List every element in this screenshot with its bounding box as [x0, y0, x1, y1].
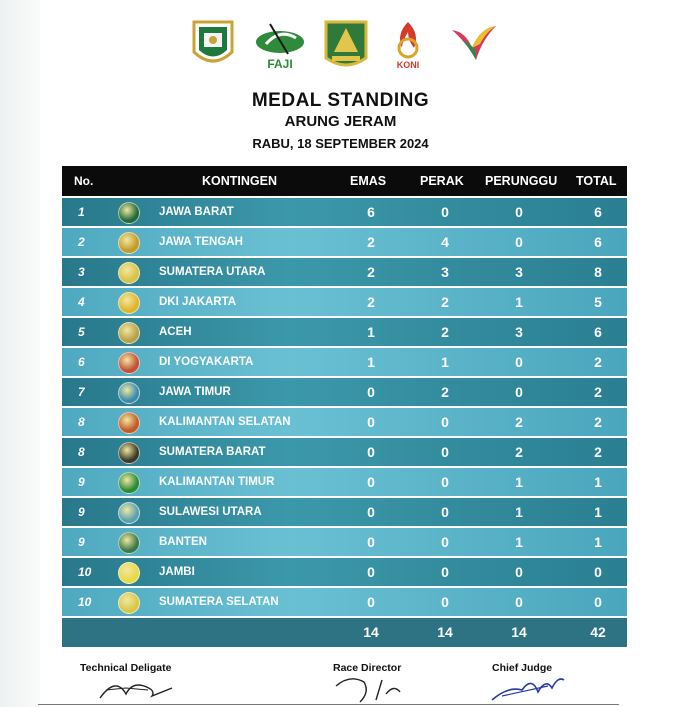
rank-cell: 3 — [78, 265, 85, 279]
kontingen-name: SUMATERA BARAT — [159, 446, 266, 458]
perunggu-count: 1 — [515, 474, 523, 490]
perak-count: 3 — [441, 264, 449, 280]
rank-cell: 8 — [78, 445, 85, 459]
col-header-no: No. — [74, 174, 94, 188]
kontingen-name: KALIMANTAN SELATAN — [159, 416, 291, 428]
province-emblem-icon — [118, 562, 140, 584]
kontingen-name: SUMATERA UTARA — [159, 266, 266, 278]
province-emblem-icon — [118, 202, 140, 224]
emas-count: 0 — [367, 444, 375, 460]
bottom-divider — [38, 704, 619, 705]
perak-count: 2 — [441, 384, 449, 400]
total-count: 0 — [594, 564, 602, 580]
koni-label: KONI — [396, 60, 420, 70]
perak-count: 0 — [441, 594, 449, 610]
emas-count: 2 — [367, 264, 375, 280]
perak-count: 0 — [441, 474, 449, 490]
total-count: 1 — [594, 504, 602, 520]
perunggu-count: 3 — [515, 324, 523, 340]
table-row — [62, 318, 627, 346]
kontingen-name: JAWA TIMUR — [159, 386, 231, 398]
kontingen-name: BANTEN — [159, 536, 207, 548]
chief-judge-label: Chief Judge — [492, 662, 553, 674]
event-date: RABU, 18 SEPTEMBER 2024 — [252, 136, 429, 151]
table-row — [62, 468, 627, 496]
technical-delegate-label: Technical Deligate — [80, 662, 172, 674]
kontingen-name: DI YOGYAKARTA — [159, 356, 254, 368]
rank-cell: 10 — [78, 595, 92, 609]
perak-count: 1 — [441, 354, 449, 370]
aceh-province-emblem-icon — [190, 18, 236, 70]
total-count: 2 — [594, 354, 602, 370]
race-director-signature — [330, 672, 410, 704]
kontingen-name: SUMATERA SELATAN — [159, 596, 279, 608]
race-director-label: Race Director — [333, 662, 402, 674]
perak-count: 0 — [441, 414, 449, 430]
rank-cell: 9 — [78, 505, 85, 519]
rank-cell: 9 — [78, 475, 85, 489]
total-count: 1 — [594, 474, 602, 490]
emas-count: 1 — [367, 354, 375, 370]
chief-judge-signature — [488, 672, 568, 704]
perunggu-count: 0 — [515, 234, 523, 250]
province-emblem-icon — [118, 592, 140, 614]
perunggu-count: 0 — [515, 564, 523, 580]
emas-count: 2 — [367, 234, 375, 250]
total-count: 2 — [594, 444, 602, 460]
province-emblem-icon — [118, 232, 140, 254]
total-count: 5 — [594, 294, 602, 310]
province-emblem-icon — [118, 412, 140, 434]
table-row — [62, 198, 627, 226]
perak-count: 0 — [441, 534, 449, 550]
emas-count: 0 — [367, 504, 375, 520]
perak-count: 0 — [441, 564, 449, 580]
page-title: MEDAL STANDING — [251, 90, 430, 111]
faji-label: FAJI — [267, 57, 293, 70]
emas-count: 0 — [367, 534, 375, 550]
rank-cell: 6 — [78, 355, 85, 369]
table-row — [62, 498, 627, 526]
perak-count: 2 — [441, 324, 449, 340]
total-count: 6 — [594, 234, 602, 250]
emas-count: 0 — [367, 474, 375, 490]
emas-count: 2 — [367, 294, 375, 310]
kontingen-name: ACEH — [159, 326, 192, 338]
table-header — [62, 166, 627, 196]
emas-count: 6 — [367, 204, 375, 220]
col-header-perak: PERAK — [420, 174, 464, 188]
col-header-total: TOTAL — [576, 174, 617, 188]
total-count: 1 — [594, 534, 602, 550]
rank-cell: 10 — [78, 565, 92, 579]
kontingen-name: SULAWESI UTARA — [159, 506, 262, 518]
total-count: 2 — [594, 384, 602, 400]
province-emblem-icon — [118, 442, 140, 464]
perunggu-count: 1 — [515, 534, 523, 550]
province-emblem-icon — [118, 352, 140, 374]
perunggu-count: 2 — [515, 414, 523, 430]
rank-cell: 9 — [78, 535, 85, 549]
perak-count: 4 — [441, 234, 449, 250]
perunggu-count: 3 — [515, 264, 523, 280]
emas-count: 0 — [367, 594, 375, 610]
total-count: 8 — [594, 264, 602, 280]
perunggu-count: 0 — [515, 204, 523, 220]
province-emblem-icon — [118, 472, 140, 494]
col-header-perunggu: PERUNGGU — [485, 174, 558, 188]
rank-cell: 7 — [78, 385, 85, 399]
total-count: 0 — [594, 594, 602, 610]
rank-cell: 4 — [78, 295, 85, 309]
perunggu-count: 1 — [515, 504, 523, 520]
perunggu-count: 0 — [515, 594, 523, 610]
table-row — [62, 588, 627, 616]
technical-delegate-signature — [96, 672, 176, 704]
kontingen-name: JAWA BARAT — [159, 206, 234, 218]
table-row — [62, 288, 627, 316]
perak-count: 0 — [441, 204, 449, 220]
totals-row — [62, 618, 627, 647]
total-perunggu: 14 — [511, 624, 527, 640]
sponsor-logos — [0, 18, 681, 72]
table-row — [62, 558, 627, 586]
event-subtitle: ARUNG JERAM — [284, 113, 397, 130]
kontingen-name: KALIMANTAN TIMUR — [159, 476, 275, 488]
col-header-kontingen: KONTINGEN — [202, 174, 277, 188]
province-emblem-icon — [118, 382, 140, 404]
koni-logo-icon — [388, 18, 428, 70]
total-count: 2 — [594, 414, 602, 430]
total-count: 6 — [594, 324, 602, 340]
rank-cell: 5 — [78, 325, 85, 339]
table-row — [62, 228, 627, 256]
total-count: 6 — [594, 204, 602, 220]
rank-cell: 2 — [78, 235, 85, 249]
kontingen-name: JAMBI — [159, 566, 195, 578]
province-emblem-icon — [118, 262, 140, 284]
total-emas: 14 — [363, 624, 379, 640]
total-perak: 14 — [437, 624, 453, 640]
table-row — [62, 258, 627, 286]
perak-count: 0 — [441, 504, 449, 520]
table-row — [62, 438, 627, 466]
table-row — [62, 528, 627, 556]
emas-count: 0 — [367, 564, 375, 580]
emas-count: 0 — [367, 414, 375, 430]
faji-logo-icon — [252, 18, 308, 70]
pon-bird-logo-icon — [446, 18, 500, 70]
perunggu-count: 1 — [515, 294, 523, 310]
perunggu-count: 2 — [515, 444, 523, 460]
kontingen-name: JAWA TENGAH — [159, 236, 243, 248]
province-emblem-icon — [118, 322, 140, 344]
kontingen-name: DKI JAKARTA — [159, 296, 237, 308]
perak-count: 2 — [441, 294, 449, 310]
table-row — [62, 348, 627, 376]
perunggu-count: 0 — [515, 354, 523, 370]
pancacita-emblem-icon — [322, 18, 370, 70]
emas-count: 0 — [367, 384, 375, 400]
perunggu-count: 0 — [515, 384, 523, 400]
grand-total: 42 — [590, 624, 606, 640]
rank-cell: 1 — [78, 205, 85, 219]
province-emblem-icon — [118, 532, 140, 554]
rank-cell: 8 — [78, 415, 85, 429]
emas-count: 1 — [367, 324, 375, 340]
table-row — [62, 408, 627, 436]
medal-table — [62, 166, 627, 647]
col-header-emas: EMAS — [350, 174, 387, 188]
perak-count: 0 — [441, 444, 449, 460]
province-emblem-icon — [118, 292, 140, 314]
province-emblem-icon — [118, 502, 140, 524]
table-row — [62, 378, 627, 406]
